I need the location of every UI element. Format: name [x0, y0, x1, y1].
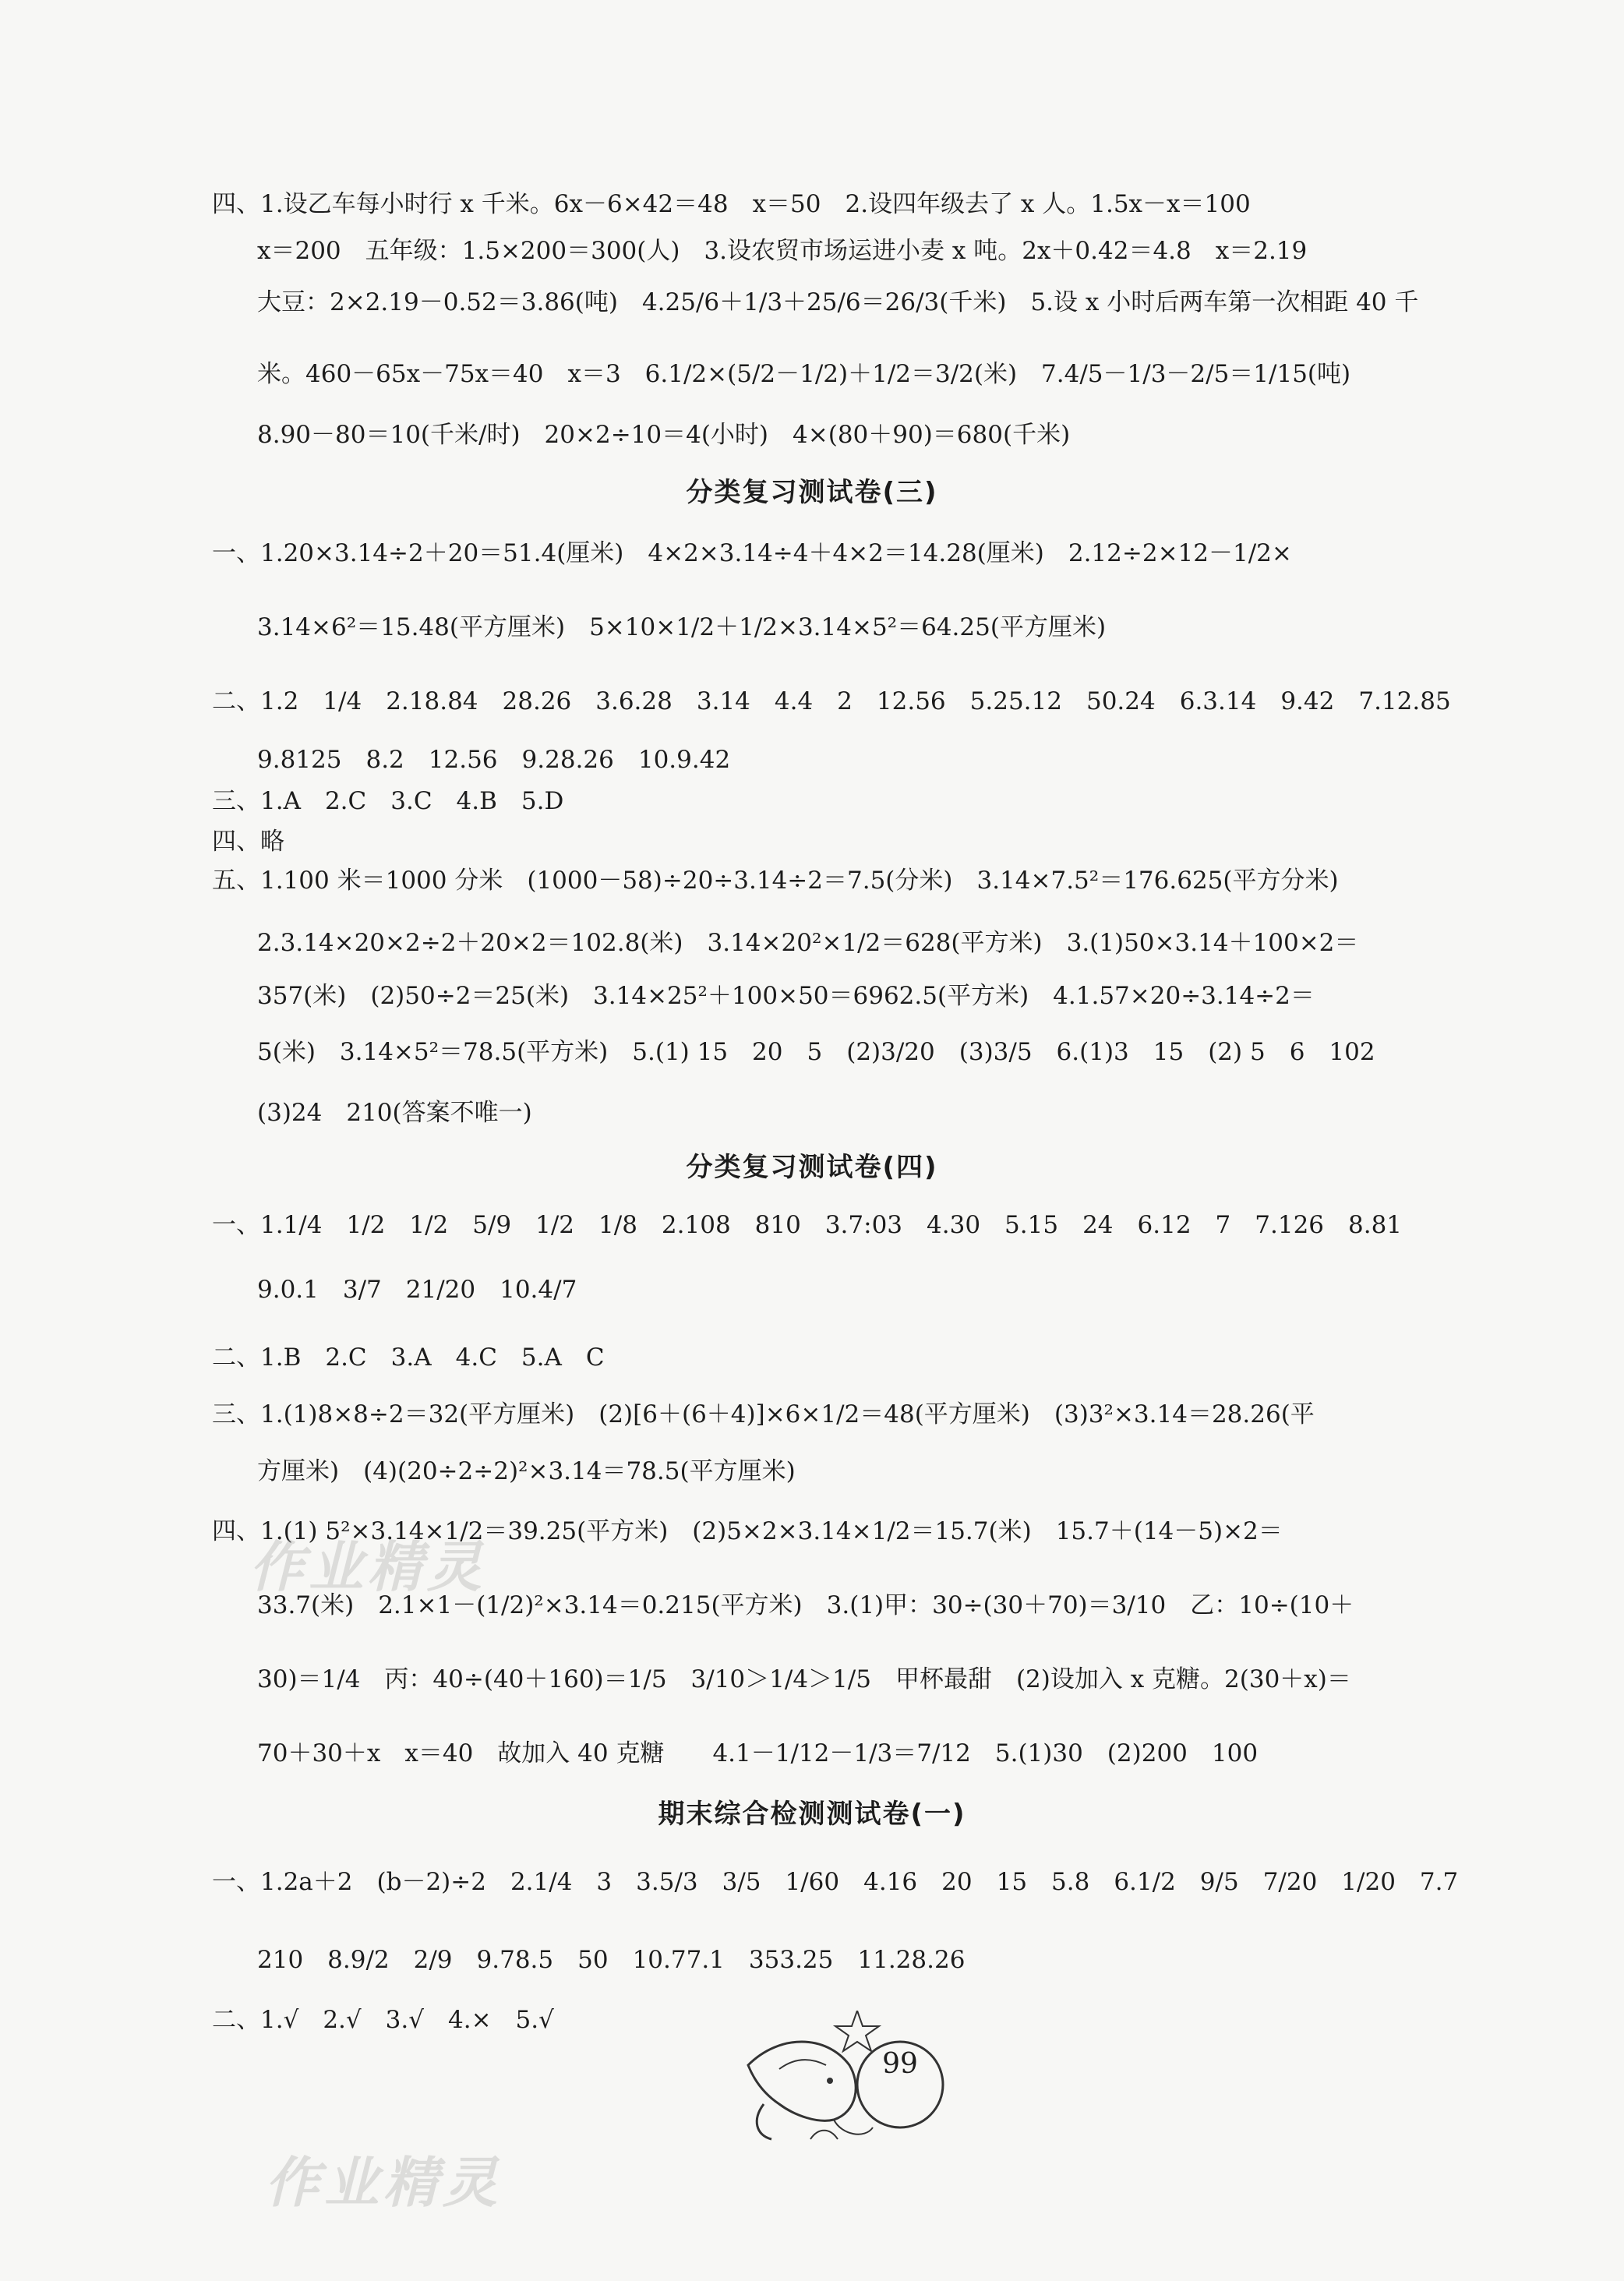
answer-line: 210 8.9/2 2/9 9.78.5 50 10.77.1 353.25 11.28.26 [257, 1946, 966, 1974]
answer-line: x＝200 五年级：1.5×200＝300(人) 3.设农贸市场运进小麦 x 吨。2x＋0.42＝4.8 x＝2.19 [257, 237, 1308, 265]
section-heading: 分类复习测试卷(三) [686, 477, 938, 508]
dolphin-mascot-icon [733, 2011, 966, 2151]
answer-line: 一、1.1/4 1/2 1/2 5/9 1/2 1/8 2.108 810 3.7:03 4.30 5.15 24 6.12 7 7.126 8.81 [212, 1211, 1403, 1239]
answer-line: 8.90－80＝10(千米/时) 20×2÷10＝4(小时) 4×(80＋90)＝680(千米) [257, 421, 1071, 449]
answer-line: 9.8125 8.2 12.56 9.28.26 10.9.42 [257, 746, 731, 774]
answer-line: 一、1.2a＋2 (b－2)÷2 2.1/4 3 3.5/3 3/5 1/60 4.16 20 15 5.8 6.1/2 9/5 7/20 1/20 7.7 [212, 1868, 1459, 1896]
section-heading: 期末综合检测测试卷(一) [658, 1799, 966, 1830]
answer-line: 357(米) (2)50÷2＝25(米) 3.14×25²＋100×50＝6962.5(平方米) 4.1.57×20÷3.14÷2＝ [257, 982, 1315, 1010]
answer-line: 30)＝1/4 丙：40÷(40＋160)＝1/5 3/10＞1/4＞1/5 甲杯最甜 (2)设加入 x 克糖。2(30＋x)＝ [257, 1665, 1351, 1693]
answer-line: 米。460－65x－75x＝40 x＝3 6.1/2×(5/2－1/2)＋1/2＝3/2(米) 7.4/5－1/3－2/5＝1/15(吨) [257, 360, 1351, 388]
answer-line: 四、1.设乙车每小时行 x 千米。6x－6×42＝48 x＝50 2.设四年级去了 x 人。1.5x－x＝100 [212, 190, 1251, 218]
answer-line: 三、1.A 2.C 3.C 4.B 5.D [212, 787, 564, 815]
answer-line: 三、1.(1)8×8÷2＝32(平方厘米) (2)[6＋(6＋4)]×6×1/2＝48(平方厘米) (3)3²×3.14＝28.26(平 [212, 1400, 1315, 1428]
answer-line: 四、略 [212, 828, 284, 856]
answer-line: 5(米) 3.14×5²＝78.5(平方米) 5.(1) 15 20 5 (2)3/20 (3)3/5 6.(1)3 15 (2) 5 6 102 [257, 1038, 1375, 1066]
answer-line: 二、1.2 1/4 2.18.84 28.26 3.6.28 3.14 4.4 2 12.56 5.25.12 50.24 6.3.14 9.42 7.12.85 [212, 687, 1451, 715]
watermark: 作业精灵 [265, 2151, 502, 2215]
answer-line: 二、1.√ 2.√ 3.√ 4.× 5.√ [212, 2006, 554, 2034]
answer-line: (3)24 210(答案不唯一) [257, 1099, 532, 1127]
answer-line: 五、1.100 米＝1000 分米 (1000－58)÷20÷3.14÷2＝7.5(分米) 3.14×7.5²＝176.625(平方分米) [212, 867, 1339, 895]
answer-line: 四、1.(1) 5²×3.14×1/2＝39.25(平方米) (2)5×2×3.14×1/2＝15.7(米) 15.7＋(14－5)×2＝ [212, 1517, 1283, 1545]
answer-line: 70＋30＋x x＝40 故加入 40 克糖 4.1－1/12－1/3＝7/12 5.(1)30 (2)200 100 [257, 1739, 1259, 1767]
answer-line: 2.3.14×20×2÷2＋20×2＝102.8(米) 3.14×20²×1/2＝628(平方米) 3.(1)50×3.14＋100×2＝ [257, 929, 1359, 957]
answer-line: 9.0.1 3/7 21/20 10.4/7 [257, 1276, 577, 1304]
answer-line: 一、1.20×3.14÷2＋20＝51.4(厘米) 4×2×3.14÷4＋4×2＝14.28(厘米) 2.12÷2×12－1/2× [212, 539, 1292, 567]
answer-line: 3.14×6²＝15.48(平方厘米) 5×10×1/2＋1/2×3.14×5²＝64.25(平方厘米) [257, 613, 1107, 641]
page-number: 99 [882, 2048, 918, 2080]
answer-line: 二、1.B 2.C 3.A 4.C 5.A C [212, 1344, 605, 1372]
watermark: 作业精灵 [249, 1535, 486, 1599]
answer-line: 大豆：2×2.19－0.52＝3.86(吨) 4.25/6＋1/3＋25/6＝26/3(千米) 5.设 x 小时后两车第一次相距 40 千 [257, 288, 1419, 316]
answer-line: 方厘米) (4)(20÷2÷2)²×3.14＝78.5(平方厘米) [257, 1457, 796, 1485]
answer-line: 33.7(米) 2.1×1－(1/2)²×3.14＝0.215(平方米) 3.(1)甲：30÷(30＋70)＝3/10 乙：10÷(10＋ [257, 1591, 1354, 1619]
section-heading: 分类复习测试卷(四) [686, 1152, 938, 1183]
